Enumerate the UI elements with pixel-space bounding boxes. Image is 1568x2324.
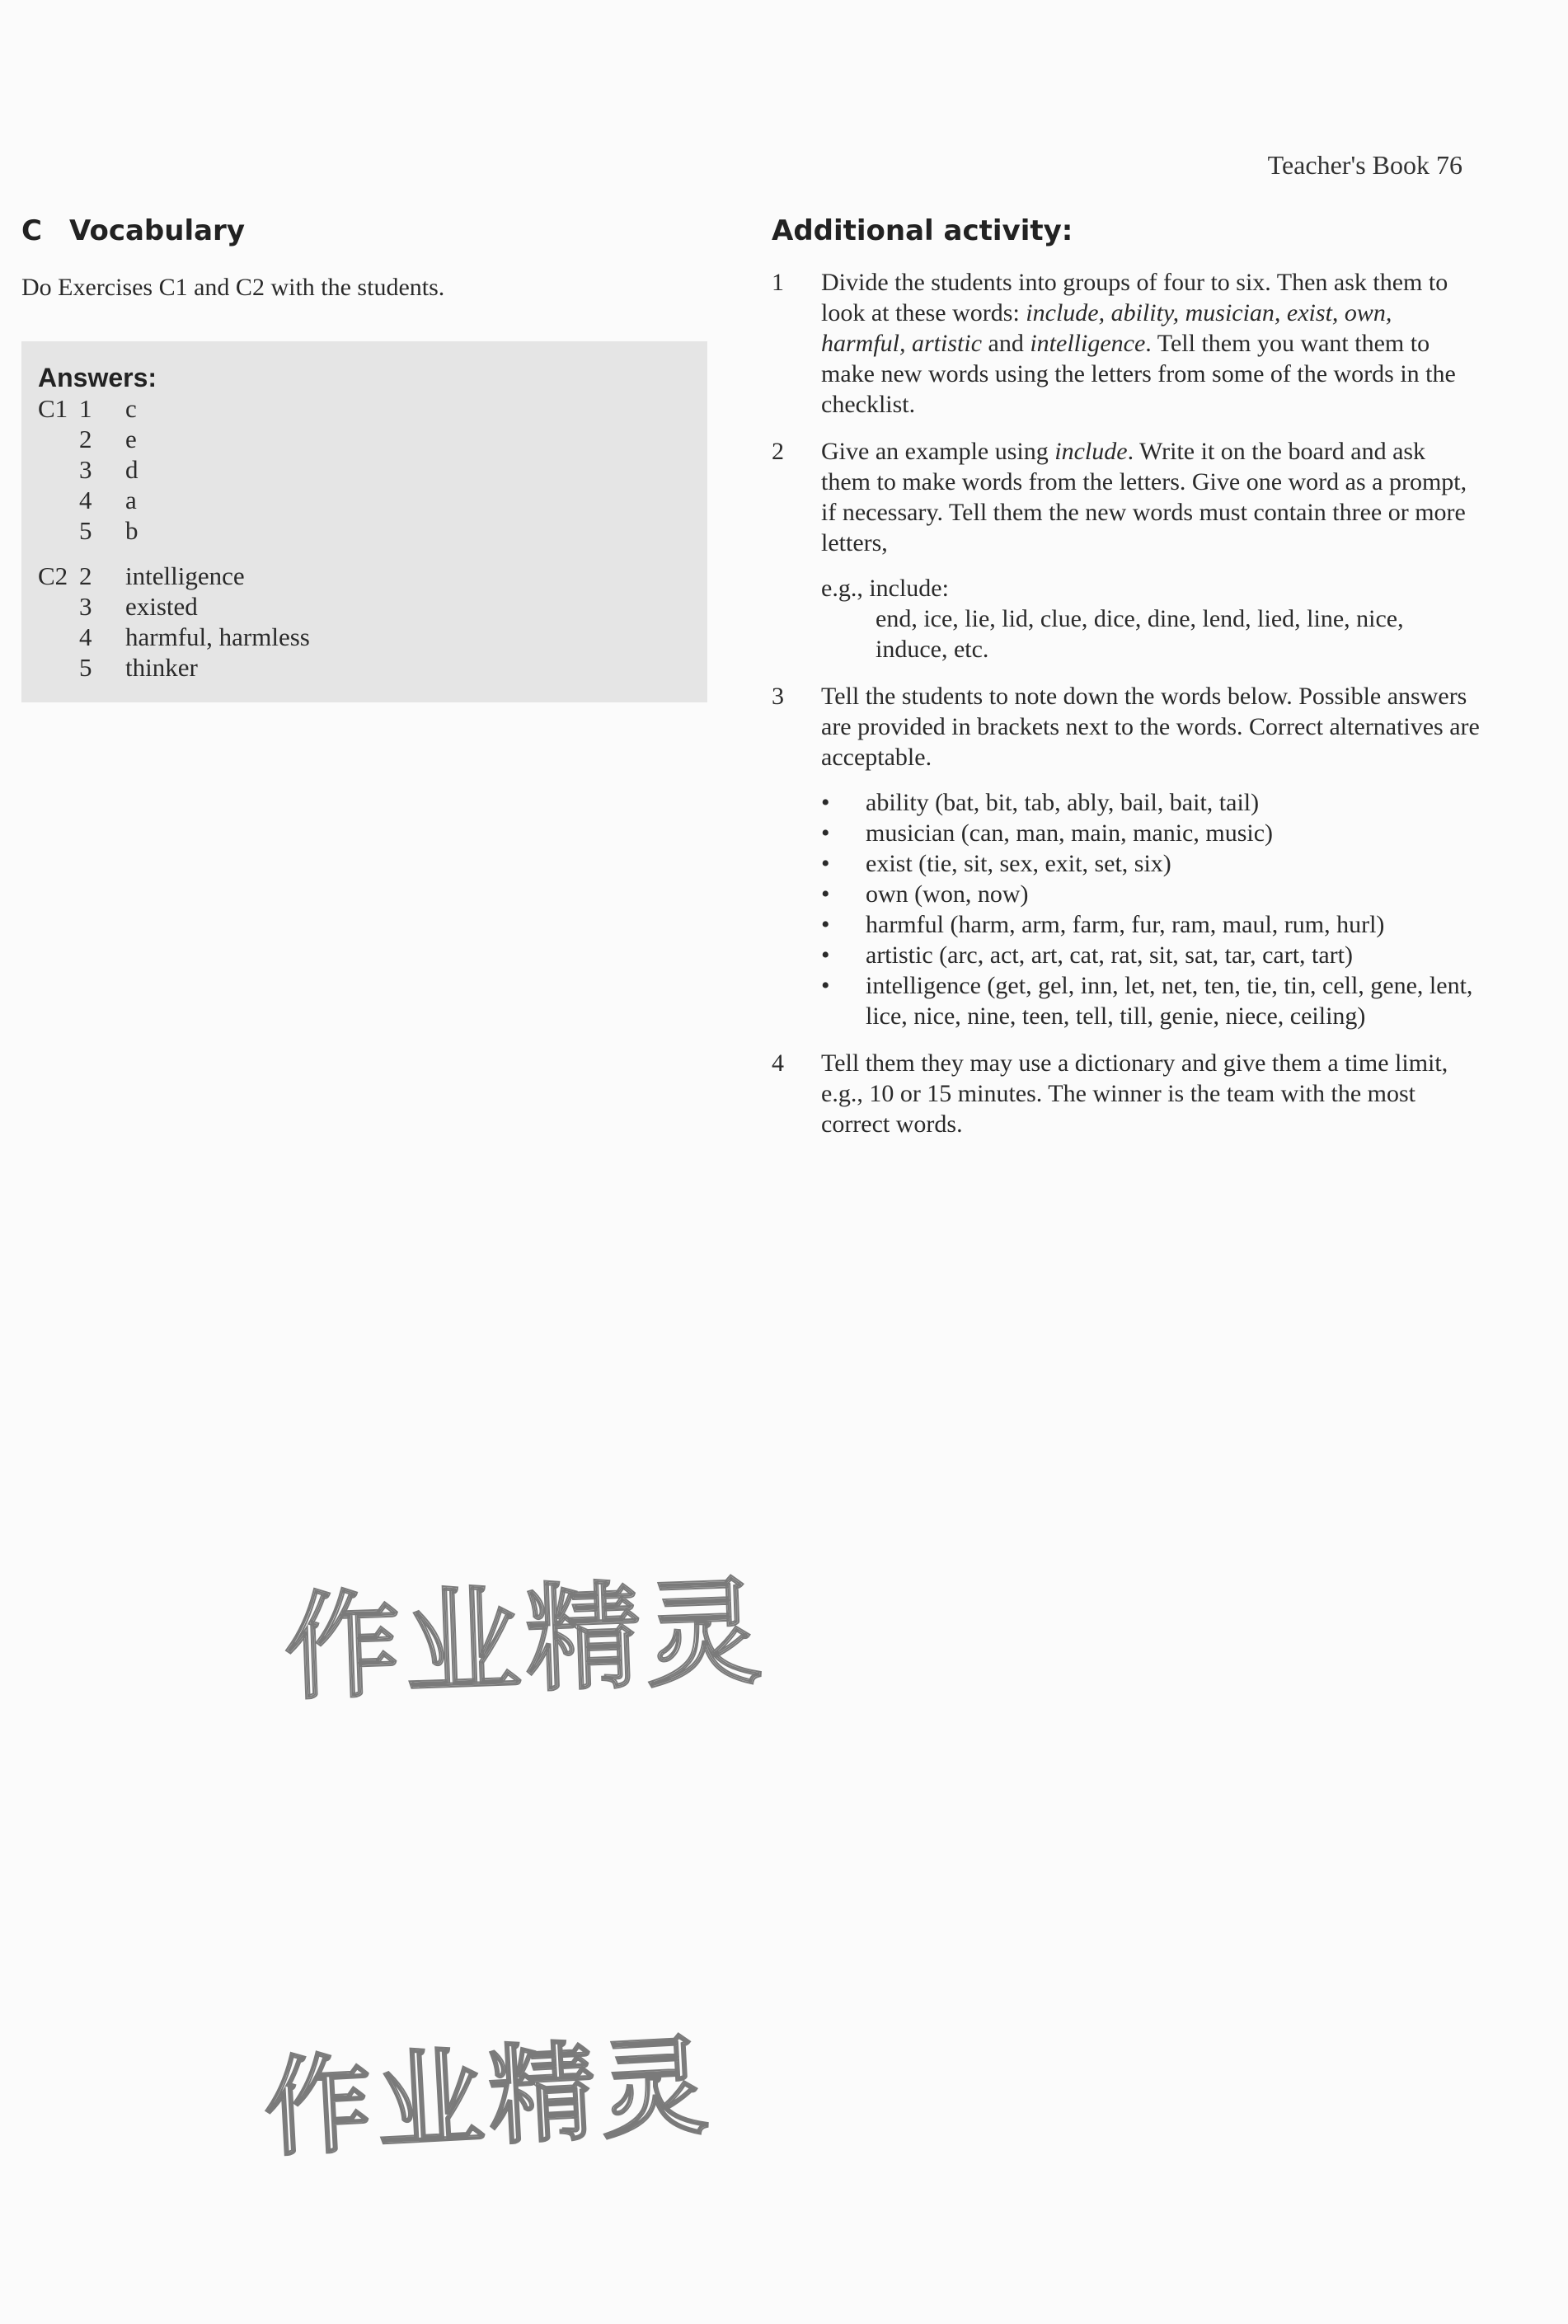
list-item-text: ability (bat, bit, tab, ably, bail, bait, tail)	[866, 789, 1260, 816]
answer-number: 1	[79, 394, 92, 423]
step-number: 4	[772, 1049, 784, 1077]
list-item-text: artistic (arc, act, art, cat, rat, sit, sat, tar, cart, tart)	[866, 941, 1353, 969]
step-3	[772, 681, 1481, 1031]
answer-value: intelligence	[125, 561, 245, 590]
list-item-text: harmful (harm, arm, farm, fur, ram, maul, rum, hurl)	[866, 911, 1385, 938]
list-item	[821, 940, 1481, 970]
vocabulary-intro: Do Exercises C1 and C2 with the students.	[21, 274, 445, 301]
answers-c1	[38, 393, 691, 546]
bullet-icon: •	[821, 819, 830, 847]
answer-value: a	[125, 486, 137, 514]
section-letter: C	[21, 214, 42, 247]
answer-number: 2	[79, 561, 92, 590]
bullet-icon: •	[821, 789, 830, 816]
answers-c2	[38, 561, 691, 683]
answer-row	[38, 515, 691, 546]
list-item-text: intelligence (get, gel, inn, let, net, ten, tie, tin, cell, gene, lent, lice, nice, nine, teen, tell, till, genie, niece, ceiling)	[866, 972, 1473, 1030]
answers-title: Answers:	[38, 363, 157, 392]
step-1	[772, 267, 1481, 420]
answer-number: 5	[79, 516, 92, 545]
bullet-icon: •	[821, 941, 830, 969]
answer-number: 4	[79, 622, 92, 651]
answer-row	[38, 622, 691, 652]
answer-number: 5	[79, 653, 92, 682]
answer-row	[38, 561, 691, 591]
vocabulary-section	[21, 214, 714, 702]
answer-number: 2	[79, 425, 92, 453]
answer-number: 4	[79, 486, 92, 514]
list-item	[821, 970, 1481, 1031]
answer-set-label	[38, 622, 79, 652]
step-number: 1	[772, 269, 784, 296]
answer-row	[38, 393, 691, 424]
answer-set-label	[38, 652, 79, 683]
list-item	[821, 818, 1481, 848]
step-text: Tell the students to note down the words below. Possible answers are provided in brackets next to the words. Correct alternatives are acceptable.	[821, 683, 1480, 771]
answer-number: 3	[79, 455, 92, 484]
answer-row	[38, 424, 691, 454]
answer-set-label: C2	[38, 561, 68, 590]
step-text: Give an example using include. Write it on the board and ask them to make words from the letters. Give one word as a prompt, if necessary. Tell them the new words must contain three or more letters,	[821, 438, 1467, 556]
answer-set-label	[38, 454, 79, 485]
example	[821, 573, 1481, 664]
answers-box	[21, 341, 707, 702]
answer-value: existed	[125, 592, 198, 621]
activity-heading: Additional activity:	[772, 214, 1073, 247]
watermark: 作业精灵	[282, 1565, 769, 1717]
answer-set-label: C1	[38, 394, 68, 423]
bullet-icon: •	[821, 972, 830, 999]
additional-activity-section	[772, 214, 1481, 1156]
bullet-icon: •	[821, 880, 830, 908]
answer-row	[38, 652, 691, 683]
step-text: Tell them they may use a dictionary and give them a time limit, e.g., 10 or 15 minutes. The winner is the team with the most correct words.	[821, 1049, 1448, 1138]
bullet-icon: •	[821, 911, 830, 938]
list-item	[821, 879, 1481, 909]
page-header: Teacher's Book 76	[1267, 150, 1462, 180]
answer-value: e	[125, 425, 137, 453]
answer-value: c	[125, 394, 137, 423]
bullet-icon: •	[821, 850, 830, 877]
list-item	[821, 787, 1481, 818]
list-item	[821, 848, 1481, 879]
watermark: 作业精灵	[261, 2022, 716, 2172]
vocabulary-heading	[21, 214, 714, 247]
list-item	[821, 909, 1481, 940]
example-label: e.g., include:	[821, 575, 949, 602]
step-number: 3	[772, 683, 784, 710]
list-item-text: musician (can, man, main, manic, music)	[866, 819, 1274, 847]
answer-row	[38, 454, 691, 485]
step-4	[772, 1048, 1481, 1139]
word-list	[821, 787, 1481, 1031]
step-2	[772, 436, 1481, 664]
step-text: Divide the students into groups of four to six. Then ask them to look at these words: include, ability, musician, exist, own, harmful, artistic and intelligence. Tell them you want them to make new words using the letters from some of the words in the checklist.	[821, 269, 1456, 418]
answer-set-label	[38, 515, 79, 546]
answer-value: b	[125, 516, 138, 545]
answer-row	[38, 485, 691, 515]
example-words: end, ice, lie, lid, clue, dice, dine, lend, lied, line, nice, induce, etc.	[876, 605, 1404, 663]
answer-number: 3	[79, 592, 92, 621]
list-item-text: own (won, now)	[866, 880, 1029, 908]
step-number: 2	[772, 438, 784, 465]
answer-set-label	[38, 424, 79, 454]
answer-set-label	[38, 591, 79, 622]
answer-value: harmful, harmless	[125, 622, 310, 651]
answer-row	[38, 591, 691, 622]
section-title: Vocabulary	[69, 214, 245, 247]
list-item-text: exist (tie, sit, sex, exit, set, six)	[866, 850, 1171, 877]
answer-value: d	[125, 455, 138, 484]
answer-set-label	[38, 485, 79, 515]
answer-value: thinker	[125, 653, 198, 682]
